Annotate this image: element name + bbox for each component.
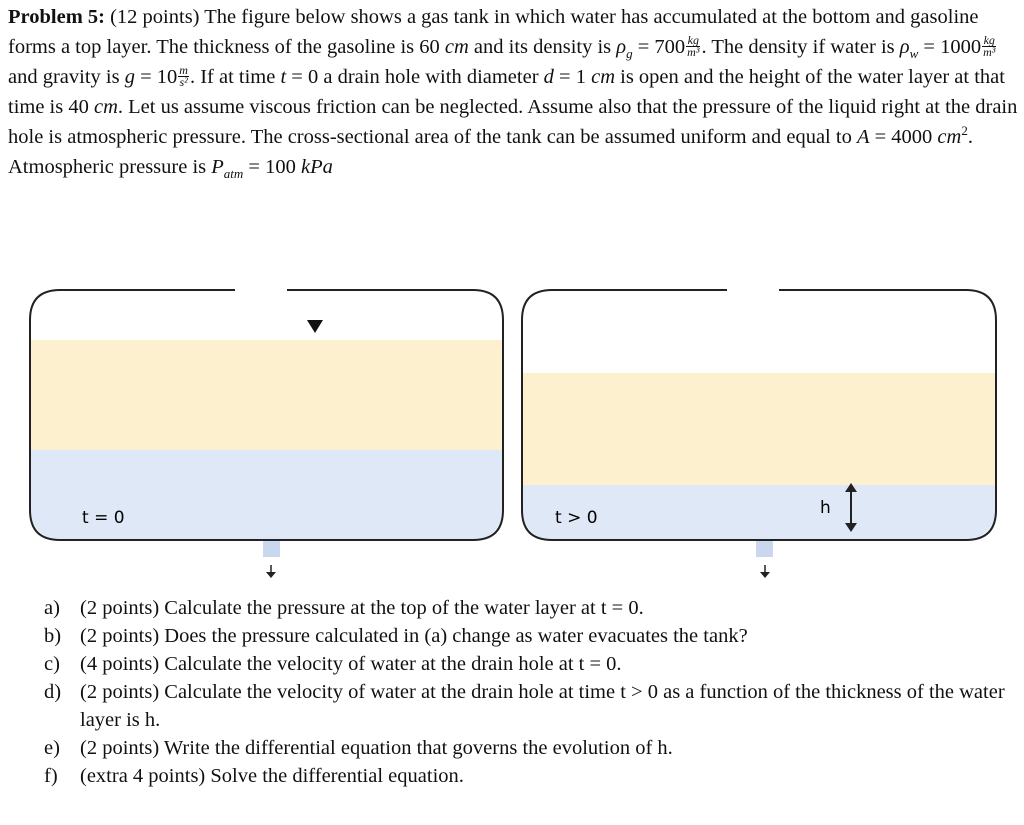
value-4000: = 4000 <box>874 126 933 148</box>
question-item <box>44 650 1019 678</box>
var-P: P <box>211 156 224 178</box>
tank-diagram <box>0 280 1024 590</box>
var-A: A <box>856 126 870 148</box>
surface-marker-icon <box>307 320 323 333</box>
question-text: (2 points) Does the pressure calculated in (a) change as water evacuates the tank? <box>80 625 748 647</box>
question-text: (2 points) Calculate the velocity of water at the drain hole at time t > 0 as a function of the thickness of the water layer is h. <box>80 681 1005 731</box>
text-segment: a drain hole with diameter <box>323 66 539 88</box>
question-list <box>44 594 1019 790</box>
frac-num: m <box>179 62 188 77</box>
problem-points: (12 points) <box>110 6 200 28</box>
value-1: = 1 <box>559 66 586 88</box>
value-1000: = 1000 <box>923 36 982 58</box>
text-segment: . Let us assume viscous friction can be neglected. Assume also that the pressure of the liquid right at the drain hole is atmospheric pressure. The cross-sectional area of the tank can be assumed uniform and equal to <box>8 96 1018 148</box>
superscript-2: 2 <box>961 123 968 139</box>
subscript-w: w <box>909 46 919 62</box>
fraction-kg-m3 <box>686 32 700 59</box>
var-t: t <box>280 66 287 88</box>
fraction-kg-m3 <box>982 32 996 59</box>
value-100: = 100 <box>248 156 296 178</box>
frac-num: kg <box>687 32 699 47</box>
unit-cm: cm <box>591 66 615 88</box>
subscript-atm: atm <box>223 166 244 182</box>
fraction-m-s2 <box>178 62 189 89</box>
var-g: g <box>124 66 135 88</box>
question-text: (extra 4 points) Solve the differential equation. <box>80 765 464 787</box>
subscript-g: g <box>626 46 633 62</box>
frac-den: s² <box>179 74 188 89</box>
value-10: = 10 <box>140 66 178 88</box>
text-segment: The figure below shows a gas tank in which water has accumulated at the bottom and gasoline forms a top layer. The thickness of the gasoline is 60 <box>8 6 979 58</box>
rho-symbol: ρ <box>616 36 627 58</box>
drain-hole <box>756 541 773 557</box>
var-d: d <box>543 66 554 88</box>
text-segment: . Atmospheric pressure is <box>8 126 973 178</box>
question-item <box>44 594 1019 622</box>
unit-cm: cm <box>93 96 118 118</box>
question-label: c) <box>44 653 60 675</box>
tank-t-positive <box>522 290 996 578</box>
frac-den: m³ <box>983 44 996 59</box>
text-segment: . If at time <box>189 66 276 88</box>
question-label: b) <box>44 625 62 647</box>
text-segment: and gravity is <box>8 66 120 88</box>
unit-cm: cm <box>444 36 469 58</box>
question-item <box>44 678 1019 734</box>
tank1-label: t = 0 <box>82 508 125 528</box>
flow-arrow-down-icon <box>760 572 770 578</box>
gasoline-layer <box>30 340 503 450</box>
question-item <box>44 734 1019 762</box>
drain-hole <box>263 541 280 557</box>
text-segment: and its density is <box>473 36 612 58</box>
text-segment: . The density if water is <box>701 36 895 58</box>
question-label: f) <box>44 765 58 787</box>
flow-arrow-down-icon <box>266 572 276 578</box>
value-0: = 0 <box>291 66 319 88</box>
tank2-label: t > 0 <box>555 508 598 528</box>
question-label: a) <box>44 597 60 619</box>
gasoline-layer <box>522 373 996 485</box>
question-label: d) <box>44 681 62 703</box>
problem-heading: Problem 5: <box>8 6 105 28</box>
question-item <box>44 762 1019 790</box>
rho-symbol: ρ <box>899 36 910 58</box>
frac-num: kg <box>983 32 995 47</box>
tank-figure <box>0 280 1024 590</box>
question-text: (2 points) Calculate the pressure at the top of the water layer at t = 0. <box>80 597 644 619</box>
question-text: (4 points) Calculate the velocity of water at the drain hole at t = 0. <box>80 653 622 675</box>
unit-cm: cm <box>937 126 962 148</box>
frac-den: m³ <box>687 44 700 59</box>
question-item <box>44 622 1019 650</box>
text-segment: is open and the height of the water layer at that time is 40 <box>8 66 1005 118</box>
value-700: = 700 <box>637 36 686 58</box>
height-label: h <box>820 498 831 518</box>
unit-kpa: kPa <box>300 156 333 178</box>
tank-t0 <box>30 290 503 578</box>
question-text: (2 points) Write the differential equation that governs the evolution of h. <box>80 737 673 759</box>
problem-statement <box>8 2 1022 182</box>
question-label: e) <box>44 737 60 759</box>
